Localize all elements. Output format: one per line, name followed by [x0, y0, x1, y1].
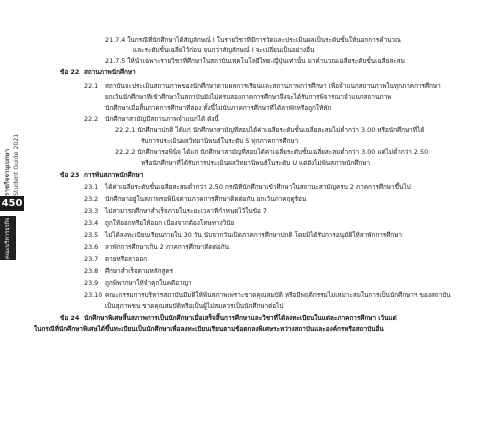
- gazette-title: ราชกิจจานุเบกษา: [4, 148, 11, 196]
- clause-23-1-number: 23.1: [84, 183, 99, 191]
- clause-23-3-text: ไม่สามารถศึกษาสำเร็จภายในระยะเวลาที่กำหนดไว้ในข้อ 7: [105, 207, 267, 215]
- clause-22-2-2-line2: หรือนักศึกษาที่ได้รับการประเมินผลวิทยานิพนธ์ในระดับ U แต่ยังไม่พ้นสภาพนักศึกษา: [141, 159, 371, 167]
- clause-23-1-text: ได้ค่าเฉลี่ยระดับขั้นเฉลี่ยสะสมต่ำกว่า 2.50 กรณีที่นักศึกษาเข้าศึกษาในสถานะสามัญครบ 2 ภาคการศึกษาขึ้นไป: [105, 183, 411, 191]
- clause-23-number: ข้อ 23: [60, 171, 80, 179]
- clause-23-5-number: 23.5: [84, 231, 99, 239]
- clause-23-8-text: ศึกษาสำเร็จตามหลักสูตร: [105, 267, 174, 275]
- clause-22-heading: สถานภาพนักศึกษา: [84, 68, 136, 76]
- clause-23-9-number: 23.9: [84, 279, 99, 287]
- clause-23-heading: การพ้นสภาพนักศึกษา: [84, 171, 144, 179]
- clause-24-line1: นักศึกษาพิเศษสิ้นสภาพการเป็นนักศึกษาเมื่อเสร็จสิ้นการศึกษาและวิชาที่ได้ลงทะเบียนในแต่ละภาคการศึกษา เว้นแต่: [84, 314, 397, 322]
- clause-23-10-line1: คณะกรรมการบริหารสถาบันมีมติให้พ้นสภาพเพราะขาดคุณสมบัติ หรือมีพฤติกรรมไม่เหมาะสมในการเป็นนักศึกษาฯ ของสถาบัน: [105, 291, 451, 299]
- clause-23-10-number: 23.10: [84, 291, 103, 299]
- clause-22-2-1-line1: 22.2.1 นักศึกษาปกติ ได้แก่ นักศึกษาสามัญที่สอบได้ค่าเฉลี่ยระดับขั้นเฉลี่ยสะสมไม่ต่ำกว่า 3.00 หรือนักศึกษาที่ได้: [115, 126, 425, 134]
- student-guide-label: Student Guide 2021: [13, 133, 20, 196]
- clause-24-line2: ในกรณีที่นักศึกษาพิเศษได้ขึ้นทะเบียนเป็นนักศึกษาเพื่อลงทะเบียนเรียนตามข้อตกลงพิเศษระหว่างสถาบันและองค์กรหรือสถาบันอื่น: [34, 325, 384, 333]
- clause-23-3-number: 23.3: [84, 207, 99, 215]
- clause-21-7-4-line1: 21.7.4 ในกรณีที่นักศึกษาได้สัญลักษณ์ I ในรายวิชาที่มีการวัดและประเมินผลเป็นระดับขั้นให้นอกการคำนวณ: [105, 36, 401, 44]
- clause-22-2-1-line2: รับการประเมินผลวิทยานิพนธ์ในระดับ S ทุกภาคการศึกษา: [141, 137, 299, 145]
- clause-22-number: ข้อ 22: [60, 68, 80, 76]
- clause-22-2-2-line1: 22.2.2 นักศึกษารอพินิจ ได้แก่ นักศึกษาสามัญที่สอบได้ค่าเฉลี่ยระดับขั้นเฉลี่ยสะสมต่ำกว่า 3.00 แต่ไม่ต่ำกว่า 2.50: [115, 148, 429, 156]
- clause-24-number: ข้อ 24: [60, 314, 80, 322]
- clause-23-2-number: 23.2: [84, 195, 99, 203]
- clause-23-4-text: ถูกให้ออกหรือให้ออก เนื่องจากต้องโทษทางวินัย: [105, 219, 235, 227]
- clause-23-5-text: ไม่ได้ลงทะเบียนเรียนภายใน 30 วัน นับจากวันเปิดภาคการศึกษาปกติ โดยมิได้รับการอนุมัติให้ลาพักการศึกษา: [105, 231, 402, 239]
- section-tab-label: คณะบริหารธุรกิจ: [5, 217, 11, 259]
- clause-22-1-line2: ยกเว้นนักศึกษาที่เข้าศึกษาในสถาบันยังไม่ครบสองภาคการศึกษาจึงจะได้รับการพิจารณาจำแนกสถานภาพ: [105, 93, 392, 101]
- clause-22-1-line3: นักศึกษาเมื่อสิ้นภาคการศึกษาที่สอง ทั้งนี้ไม่นับภาคการศึกษาที่ได้ลาพักหรือถูกให้พัก: [105, 104, 332, 112]
- clause-23-7-text: ตายหรือลาออก: [105, 255, 148, 263]
- clause-21-7-5: 21.7.5 ให้นำเฉพาะรายวิชาที่ศึกษาในสถาบันเทคโนโลยีไทย-ญี่ปุ่นเท่านั้น มาคำนวณเฉลี่ยระดับขั้นเฉลี่ยสะสม: [105, 57, 405, 65]
- page-sidebar: [0, 0, 22, 436]
- clause-23-4-number: 23.4: [84, 219, 99, 227]
- clause-22-2-number: 22.2: [84, 115, 99, 123]
- clause-21-7-4-line2: และระดับขั้นเฉลี่ยไว้ก่อน จนกว่าสัญลักษณ์ I จะเปลี่ยนเป็นอย่างอื่น: [133, 46, 315, 54]
- clause-23-6-number: 23.6: [84, 243, 99, 251]
- clause-23-2-text: นักศึกษาอยู่ในสภาพรอพินิจตามภาคการศึกษาติดต่อกัน ยกเว้นภาคฤดูร้อน: [105, 195, 307, 203]
- clause-23-7-number: 23.7: [84, 255, 99, 263]
- clause-22-1-line1: สถาบันจะประเมินสถานภาพของนักศึกษาตามผลการเรียนและสถานภาพการศึกษา เพื่อจำแนกสถานภาพในทุกภาคการศึกษา: [105, 82, 441, 90]
- clause-23-9-text: ถูกพิพากษาให้จำคุกในคดีอาญา: [105, 279, 192, 287]
- clause-23-10-line2: เป็นสุภาพชน ขาดคุณสมบัติหรือเป็นผู้ไม่สมควรเป็นนักศึกษาต่อไป: [105, 302, 284, 310]
- clause-22-1-number: 22.1: [84, 82, 99, 90]
- section-tab: [0, 216, 16, 260]
- clause-22-2-text: นักศึกษาสามัญมีสถานภาพจำแนกได้ ดังนี้: [105, 115, 219, 123]
- clause-23-8-number: 23.8: [84, 267, 99, 275]
- clause-23-6-text: ลาพักการศึกษาเกิน 2 ภาคการศึกษาติดต่อกัน: [105, 243, 229, 251]
- page-number: 450: [1, 198, 23, 209]
